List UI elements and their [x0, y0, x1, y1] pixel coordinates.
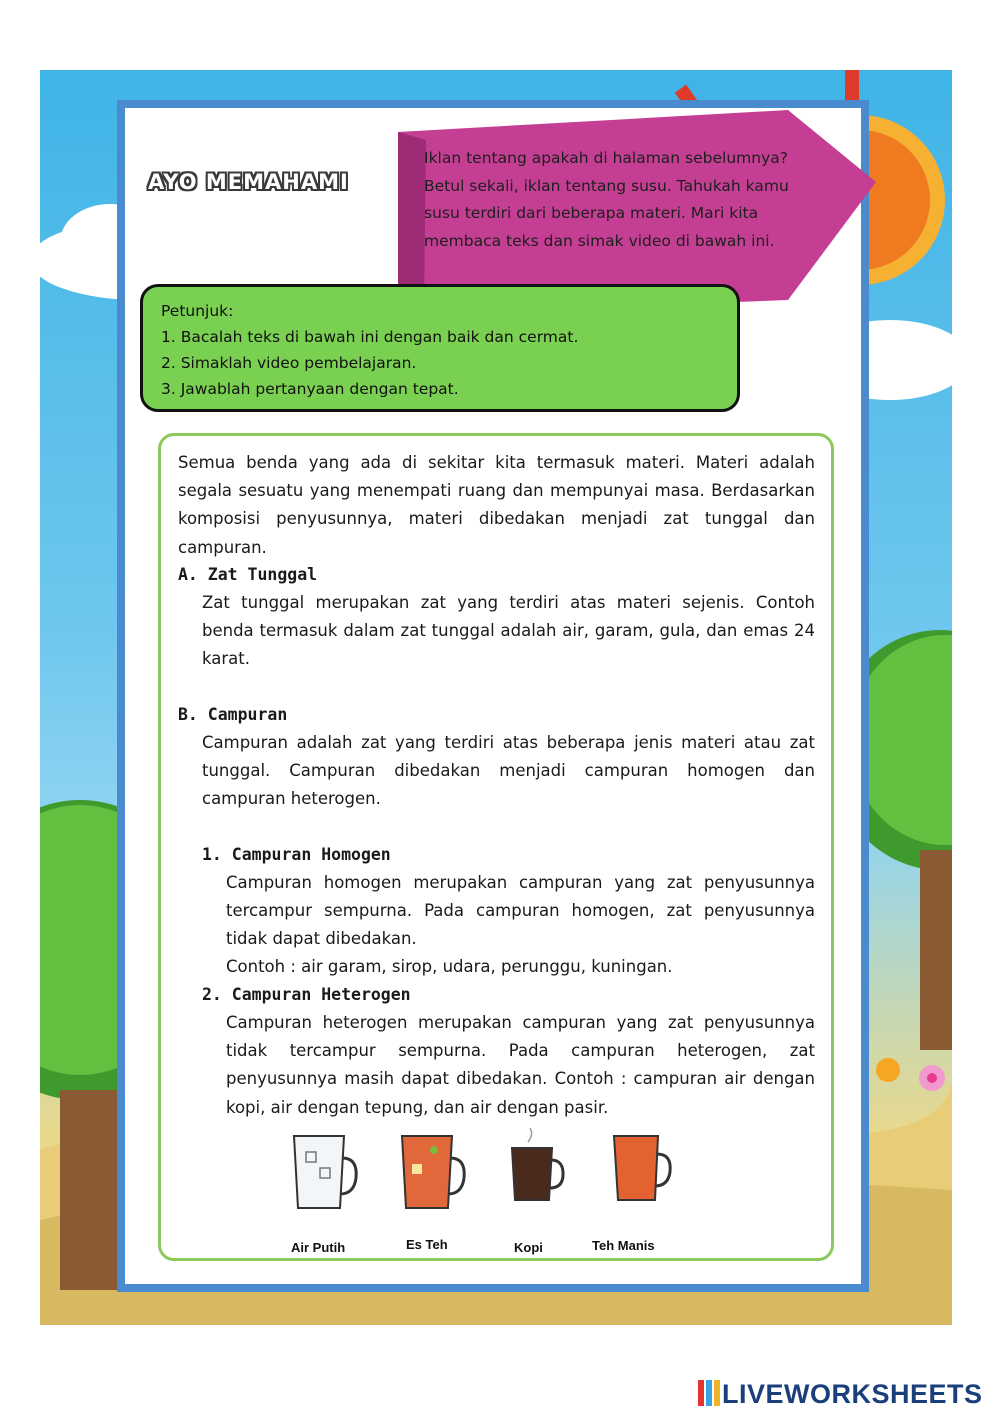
homogen-text: Campuran homogen merupakan campuran yang zat penyusunnya tercampur sempurna. Pada campuran homogen, zat penyusunnya tidak dapat dibedakan.	[226, 873, 815, 949]
section-b-heading: B. Campuran	[178, 705, 288, 724]
drink-label: Teh Manis	[592, 1238, 655, 1253]
liveworksheets-logo-icon	[698, 1378, 720, 1408]
instruction-item: 1. Bacalah teks di bawah ini dengan baik dan cermat.	[161, 328, 579, 346]
homogen-heading: 1. Campuran Homogen	[202, 845, 391, 864]
cup-es-teh-icon	[398, 1128, 468, 1213]
homogen-example: Contoh : air garam, sirop, udara, perunggu, kuningan.	[226, 957, 673, 976]
brand-name[interactable]: LIVEWORKSHEETS	[722, 1379, 983, 1409]
section-a-text: Zat tunggal merupakan zat yang terdiri atas materi sejenis. Contoh benda termasuk dalam zat tunggal adalah air, garam, gula, dan emas 24 karat.	[202, 593, 815, 669]
intro-paragraph: Semua benda yang ada di sekitar kita termasuk materi. Materi adalah segala sesuatu yang menempati ruang dan mempunyai masa. Berdasarkan komposisi penyusunnya, materi dibedakan menjadi zat tunggal dan campuran.	[178, 453, 815, 557]
drink-label: Kopi	[514, 1240, 543, 1255]
instruction-item: 2. Simaklah video pembelajaran.	[161, 354, 417, 372]
instructions-heading: Petunjuk:	[161, 302, 234, 320]
drink-label: Es Teh	[406, 1237, 448, 1252]
cup-teh-manis-icon	[610, 1128, 675, 1208]
instructions-text	[161, 298, 578, 402]
section-b-text: Campuran adalah zat yang terdiri atas beberapa jenis materi atau zat tunggal. Campuran dibedakan menjadi campuran homogen dan campuran heterogen.	[202, 733, 815, 809]
instruction-item: 3. Jawablah pertanyaan dengan tepat.	[161, 380, 459, 398]
cup-kopi-icon	[508, 1128, 568, 1208]
section-a-heading: A. Zat Tunggal	[178, 565, 318, 584]
cup-air-putih-icon	[290, 1128, 360, 1213]
callout-text: Iklan tentang apakah di halaman sebelumnya? Betul sekali, iklan tentang susu. Tahukah kamu susu terdiri dari beberapa materi. Mari kita membaca teks dan simak video di bawah ini.	[424, 149, 789, 250]
heterogen-text: Campuran heterogen merupakan campuran yang zat penyusunnya tidak tercampur sempurna. Pada campuran heterogen, zat penyusunnya masih dapat dibedakan. Contoh : campuran air dengan kopi, air dengan tepung, dan air dengan pasir.	[226, 1013, 815, 1117]
drink-label: Air Putih	[291, 1240, 346, 1255]
heterogen-heading: 2. Campuran Heterogen	[202, 985, 411, 1004]
page-title: AYO MEMAHAMI	[148, 170, 349, 194]
